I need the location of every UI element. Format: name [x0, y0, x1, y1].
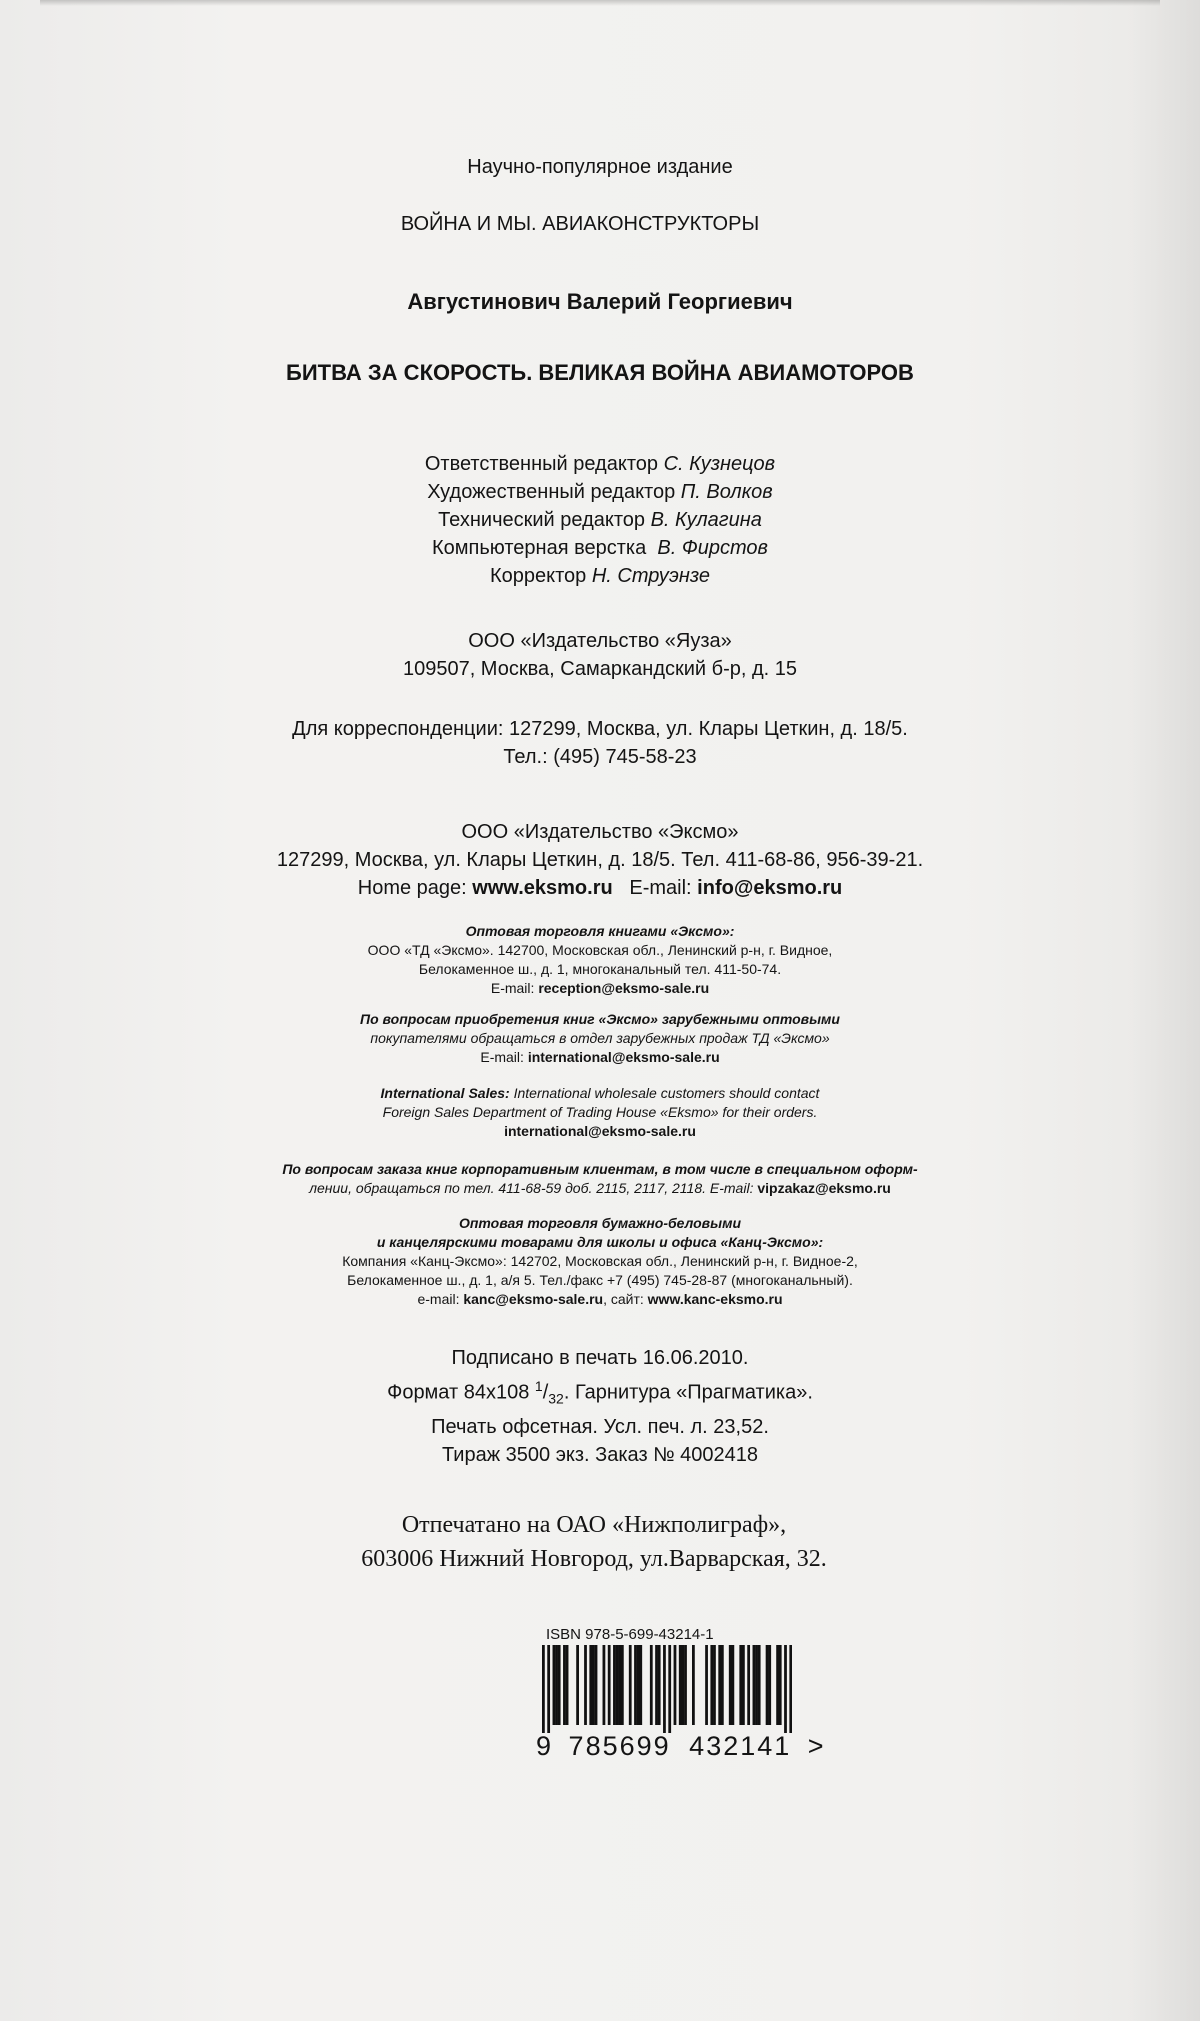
corporate-email[interactable]: vipzakaz@eksmo.ru	[757, 1180, 891, 1196]
homepage-label: Home page:	[357, 877, 467, 899]
barcode-bar	[650, 1645, 653, 1725]
editor-name: В. Фирстов	[657, 537, 768, 559]
edition-type: Научно-популярное издание	[467, 156, 733, 178]
yauza-correspondence: Для корреспонденции: 127299, Москва, ул. Клары Цеткин, д. 18/5.	[292, 718, 908, 740]
barcode-bar	[692, 1645, 695, 1725]
barcode-digit-group: 785699	[568, 1731, 671, 1761]
barcode-bar	[584, 1645, 587, 1725]
barcode-bar	[563, 1645, 566, 1725]
barcode-bar	[789, 1645, 792, 1733]
format-line: Формат 84x108 $^1/_{32}$. Гарнитура «Прагматика».	[387, 1378, 813, 1407]
barcode-digit-first: 9	[536, 1731, 553, 1761]
yauza-phone: Тел.: (495) 745-58-23	[503, 746, 697, 768]
barcode-bar	[592, 1645, 595, 1725]
barcode-bar	[629, 1645, 632, 1725]
editor-role: Ответственный редактор	[424, 453, 659, 475]
foreign-en-block	[0, 1084, 1200, 1141]
book-title: БИТВА ЗА СКОРОСТЬ. ВЕЛИКАЯ ВОЙНА АВИАМОТОРОВ	[286, 360, 914, 385]
editor-role: Технический редактор	[438, 509, 646, 531]
editors-list	[0, 450, 1200, 590]
barcode-bar	[639, 1645, 642, 1725]
barcode-bar	[674, 1645, 677, 1725]
eksmo-name: ООО «Издательство «Эксмо»	[461, 821, 739, 843]
barcode-bar	[739, 1645, 742, 1725]
barcode-bar	[547, 1645, 550, 1733]
email-label: E-mail:	[490, 980, 535, 996]
site-label: , сайт:	[603, 1291, 644, 1307]
corporate-block	[0, 1160, 1200, 1198]
yauza-address: 109507, Москва, Самаркандский б-р, д. 15	[402, 658, 798, 680]
barcode-bar	[553, 1645, 556, 1725]
printer-name: Отпечатано на ОАО «Нижполиграф»,	[401, 1512, 787, 1538]
barcode-bar	[558, 1645, 561, 1725]
foreign-ru-line: По вопросам приобретения книг «Эксмо» зарубежными оптовыми	[360, 1011, 840, 1027]
barcode-bar	[668, 1645, 671, 1733]
isbn-barcode-block	[536, 1625, 836, 1761]
editor-role: Компьютерная верстка	[432, 537, 647, 559]
barcode-bar	[718, 1645, 721, 1725]
editor-line	[0, 506, 1200, 534]
author-block	[0, 286, 1200, 317]
barcode-bar	[758, 1645, 761, 1725]
barcode-bar	[555, 1645, 558, 1725]
barcode-bar	[779, 1645, 782, 1725]
page-top-shadow	[40, 0, 1160, 6]
barcode-bar	[747, 1645, 750, 1725]
corporate-text: лении, обращаться по тел. 411-68-59 доб. 2115, 2117, 2118. E-mail:	[309, 1180, 754, 1196]
barcode-digit-group: 432141	[689, 1731, 792, 1761]
editor-name: В. Кулагина	[650, 509, 762, 531]
format-numerator: 1	[534, 1378, 543, 1394]
barcode-bar	[776, 1645, 779, 1725]
series-title: ВОЙНА И МЫ. АВИАКОНСТРУКТОРЫ	[400, 213, 760, 235]
barcode-bar	[613, 1645, 616, 1725]
wholesale-line: Белокаменное ш., д. 1, многоканальный тел. 411-50-74.	[418, 961, 782, 977]
barcode-bar	[589, 1645, 592, 1725]
stationery-line: Белокаменное ш., д. 1, а/я 5. Тел./факс +7 (495) 745-28-87 (многоканальный).	[347, 1272, 853, 1288]
wholesale-block	[0, 922, 1200, 998]
barcode-bar	[755, 1645, 758, 1725]
barcode-bar	[784, 1645, 787, 1733]
editor-name: П. Волков	[680, 481, 773, 503]
barcode-bar	[658, 1645, 661, 1725]
barcode-bar	[679, 1645, 682, 1725]
foreign-en-line: Foreign Sales Department of Trading House «Eksmo» for their orders.	[382, 1104, 818, 1120]
stationery-heading: и канцелярскими товарами для школы и офиса «Канц-Эксмо»:	[376, 1234, 824, 1250]
barcode-quiet-mark: >	[807, 1731, 825, 1761]
stationery-contact-line	[0, 1290, 1200, 1309]
run-line: Тираж 3500 экз. Заказ № 4002418	[441, 1443, 759, 1466]
stationery-line: Компания «Канц-Эксмо»: 142702, Московская обл., Ленинский р-н, г. Видное-2,	[342, 1253, 858, 1269]
title-block	[0, 357, 1200, 388]
corporate-line: По вопросам заказа книг корпоративным клиентам, в том числе в специальном оформ-	[282, 1161, 918, 1177]
yauza-name: ООО «Издательство «Яуза»	[468, 630, 732, 652]
barcode-bar	[566, 1645, 569, 1725]
publisher-eksmo	[0, 818, 1200, 902]
barcode-bar	[710, 1645, 713, 1725]
wholesale-heading: Оптовая торговля книгами «Эксмо»:	[465, 923, 735, 939]
barcode-bar	[621, 1645, 624, 1725]
barcode-bar	[713, 1645, 716, 1725]
eksmo-web-line	[0, 874, 1200, 902]
wholesale-email[interactable]: reception@eksmo-sale.ru	[538, 980, 710, 996]
editor-name: Н. Струэнзе	[591, 565, 711, 587]
author-name: Августинович Валерий Георгиевич	[407, 289, 793, 314]
foreign-ru-email[interactable]: international@eksmo-sale.ru	[527, 1049, 720, 1065]
barcode-digits	[536, 1731, 836, 1761]
printer-address: 603006 Нижний Новгород, ул.Варварская, 32.	[361, 1546, 827, 1572]
wholesale-line: ООО «ТД «Эксмо». 142700, Московская обл., Ленинский р-н, г. Видное,	[367, 942, 833, 958]
edition-block	[0, 153, 1200, 181]
barcode-bar	[681, 1645, 684, 1725]
stationery-heading: Оптовая торговля бумажно-беловыми	[458, 1215, 742, 1231]
print-info-block	[0, 1344, 1200, 1469]
foreign-ru-block	[0, 1010, 1200, 1067]
barcode-bar	[768, 1645, 771, 1725]
email-label: e-mail:	[417, 1291, 460, 1307]
offset-line: Печать офсетная. Усл. печ. л. 23,52.	[431, 1415, 769, 1438]
barcode-bar	[595, 1645, 598, 1725]
signed-date: Подписано в печать 16.06.2010.	[451, 1347, 749, 1369]
barcode-bar	[766, 1645, 769, 1725]
foreign-en-text: International wholesale customers should contact	[513, 1085, 820, 1101]
barcode-bar	[753, 1645, 756, 1725]
email-label: E-mail:	[480, 1049, 524, 1065]
homepage-link[interactable]: www.eksmo.ru	[472, 877, 613, 899]
barcode-bar	[742, 1645, 745, 1725]
editor-line	[0, 478, 1200, 506]
barcode-bar	[603, 1645, 606, 1725]
foreign-en-line	[0, 1084, 1200, 1103]
barcode-bar	[542, 1645, 545, 1733]
corporate-line	[0, 1179, 1200, 1198]
editor-line	[0, 534, 1200, 562]
editor-role: Художественный редактор	[427, 481, 676, 503]
barcode-bar	[684, 1645, 687, 1725]
email-label: E-mail:	[629, 877, 692, 899]
yauza-contact	[0, 715, 1200, 771]
foreign-ru-email-line	[0, 1048, 1200, 1067]
stationery-block	[0, 1214, 1200, 1309]
format-prefix: Формат 84x108	[387, 1381, 535, 1404]
format-suffix: . Гарнитура «Прагматика».	[563, 1381, 813, 1404]
barcode-bar	[663, 1645, 666, 1733]
isbn-label: ISBN 978-5-699-43214-1	[546, 1626, 714, 1643]
stationery-email[interactable]: kanc@eksmo-sale.ru	[463, 1291, 604, 1307]
barcode-bar	[576, 1645, 579, 1725]
eksmo-address: 127299, Москва, ул. Клары Цеткин, д. 18/5. Тел. 411-68-86, 956-39-21.	[276, 849, 924, 871]
editor-line	[0, 562, 1200, 590]
barcode-bar	[608, 1645, 611, 1725]
wholesale-email-line	[0, 979, 1200, 998]
foreign-en-email[interactable]: international@eksmo-sale.ru	[504, 1123, 696, 1139]
editor-name: С. Кузнецов	[663, 453, 776, 475]
editor-line	[0, 450, 1200, 478]
barcode-bar	[634, 1645, 637, 1725]
barcode-bar	[655, 1645, 658, 1725]
barcode-bar	[616, 1645, 619, 1725]
stationery-site[interactable]: www.kanc-eksmo.ru	[647, 1291, 783, 1307]
barcode-bar	[729, 1645, 732, 1725]
foreign-ru-line: покупателями обращаться в отдел зарубежных продаж ТД «Эксмо»	[370, 1030, 830, 1046]
series-block	[0, 210, 1180, 238]
barcode-bar	[721, 1645, 724, 1725]
publisher-yauza	[0, 627, 1200, 683]
editor-role: Корректор	[489, 565, 587, 587]
barcode-image	[542, 1645, 792, 1733]
barcode-bar	[618, 1645, 621, 1725]
email-link[interactable]: info@eksmo.ru	[697, 877, 843, 899]
format-denominator: 32	[548, 1390, 564, 1407]
printer-block	[0, 1508, 1194, 1576]
barcode-bar	[731, 1645, 734, 1725]
foreign-en-heading: International Sales:	[380, 1085, 510, 1101]
barcode-bar	[637, 1645, 640, 1725]
barcode-bar	[705, 1645, 708, 1725]
